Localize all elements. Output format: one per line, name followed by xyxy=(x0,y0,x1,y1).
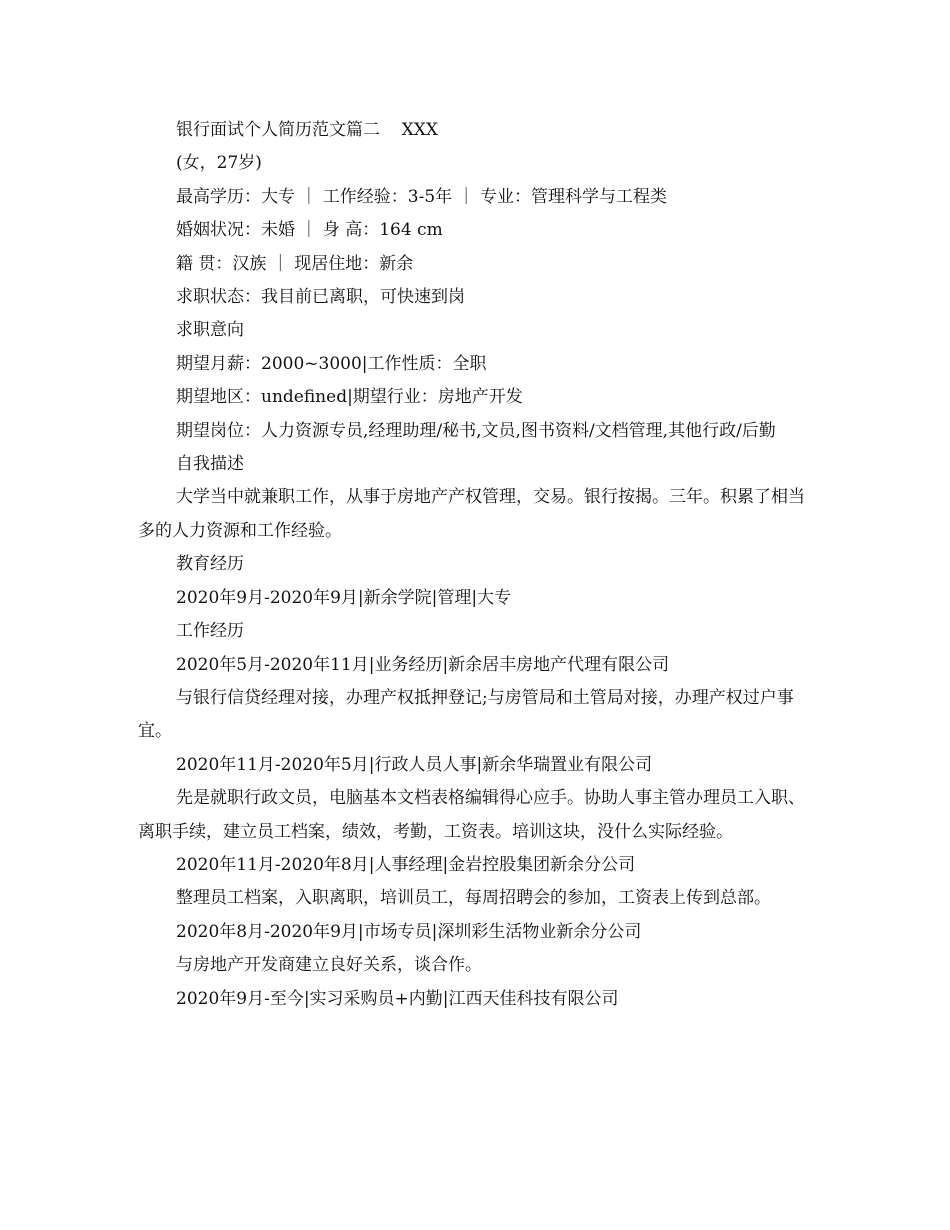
job-title: 2020年5月-2020年11月|业务经历|新余居丰房地产代理有限公司 xyxy=(176,654,670,675)
section-heading-work: 工作经历 xyxy=(176,621,244,642)
resume-title: 银行面试个人简历范文篇二 XXX xyxy=(176,120,438,140)
job-description: 与银行信贷经理对接，办理产权抵押登记;与房管局和土管局对接，办理产权过户事宜。 xyxy=(138,687,794,742)
job-title: 2020年11月-2020年5月|行政人员人事|新余华瑞置业有限公司 xyxy=(176,754,653,775)
section-heading-intent: 求职意向 xyxy=(176,320,244,341)
education-item: 2020年9月-2020年9月|新余学院|管理|大专 xyxy=(176,587,512,608)
section-heading-education: 教育经历 xyxy=(176,554,244,575)
education-summary: 最高学历：大专 ｜ 工作经验：3-5年 ｜ 专业：管理科学与工程类 xyxy=(176,186,667,207)
job-description: 整理员工档案，入职离职，培训员工，每周招聘会的参加，工资表上传到总部。 xyxy=(176,888,771,909)
origin-residence: 籍 贯：汉族 ｜ 现居住地：新余 xyxy=(176,253,414,274)
section-heading-self: 自我描述 xyxy=(176,454,244,475)
expected-position: 期望岗位：人力资源专员,经理助理/秘书,文员,图书资料/文档管理,其他行政/后勤 xyxy=(176,420,776,441)
job-status: 求职状态：我目前已离职，可快速到岗 xyxy=(176,287,465,308)
job-title: 2020年11月-2020年8月|人事经理|金岩控股集团新余分公司 xyxy=(176,854,636,875)
expected-salary: 期望月薪：2000~3000|工作性质：全职 xyxy=(176,353,487,374)
job-description: 先是就职行政文员，电脑基本文档表格编辑得心应手。协助人事主管办理员工入职、离职手续，建立员工档案，绩效，考勤，工资表。培训这块，没什么实际经验。 xyxy=(138,788,805,842)
self-description: 大学当中就兼职工作，从事于房地产产权管理，交易。银行按揭。三年。积累了相当多的人力资源和工作经验。 xyxy=(138,487,805,541)
job-title: 2020年9月-至今|实习采购员+内勤|江西天佳科技有限公司 xyxy=(176,988,619,1009)
marital-height: 婚姻状况：未婚 ｜ 身 高：164 cm xyxy=(176,220,443,241)
job-title: 2020年8月-2020年9月|市场专员|深圳彩生活物业新余分公司 xyxy=(176,921,642,942)
resume-body xyxy=(138,114,818,1016)
expected-region: 期望地区：undefined|期望行业：房地产开发 xyxy=(176,387,523,408)
gender-age: (女，27岁) xyxy=(176,153,262,174)
job-description: 与房地产开发商建立良好关系，谈合作。 xyxy=(176,955,482,976)
